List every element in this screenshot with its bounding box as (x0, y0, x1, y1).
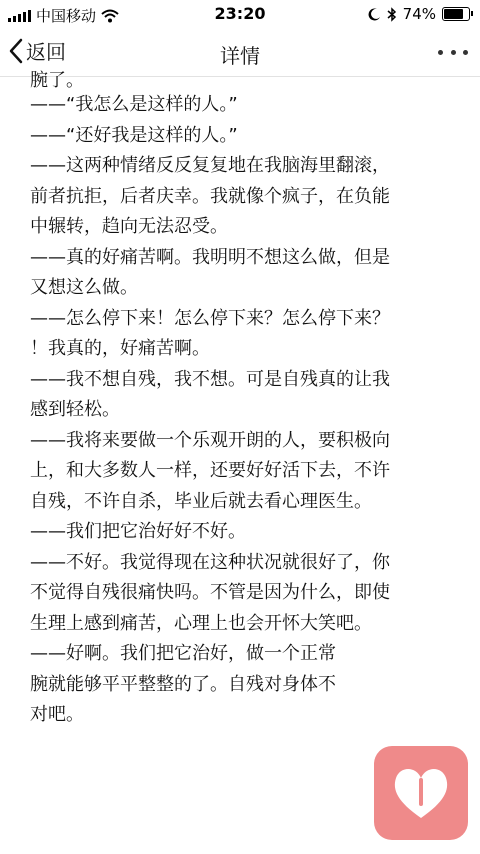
article-line: 不觉得自残很痛快吗。不管是因为什么，即使 (30, 582, 390, 603)
bluetooth-icon (387, 7, 397, 22)
moon-icon (368, 8, 381, 21)
article-line: 又想这么做。 (30, 277, 138, 298)
article-line: ！我真的，好痛苦啊。 (30, 338, 210, 359)
article-line: ——“我怎么是这样的人。” (30, 94, 238, 115)
more-dot-icon (463, 50, 468, 55)
article-line: 上，和大多数人一样，还要好好活下去，不许 (30, 460, 390, 481)
article-line: 中辗转，趋向无法忍受。 (30, 216, 228, 237)
article-line: ——不好。我觉得现在这种状况就很好了，你 (30, 551, 390, 573)
article-body (30, 66, 470, 731)
article-line: ——我们把它治好好不好。 (30, 521, 246, 542)
article-line: ——这两种情绪反反复复地在我脑海里翻滚， (30, 155, 390, 176)
article-line: ——我将来要做一个乐观开朗的人，要积极向 (30, 429, 390, 451)
article-line: 生理上感到痛苦，心理上也会开怀大笑吧。 (30, 612, 372, 634)
back-label: 返回 (26, 40, 66, 64)
article-line: 腕就能够平平整整的了。自残对身体不 (30, 673, 336, 695)
article-line: 对吧。 (30, 704, 84, 725)
article-line: 腕了。 (30, 70, 84, 90)
article-line: 感到轻松。 (30, 399, 120, 420)
article-line: 前者抗拒，后者庆幸。我就像个疯子，在负能 (30, 185, 390, 207)
battery-icon (442, 7, 470, 21)
article-line: ——“还好我是这样的人。” (30, 124, 238, 146)
carrier-name: 中国移动 (36, 7, 97, 25)
more-dot-icon (451, 50, 456, 55)
status-right (368, 5, 470, 23)
clock: 23:20 (214, 4, 266, 23)
article-line: ——真的好痛苦啊。我明明不想这么做，但是 (30, 246, 390, 268)
page-title: 详情 (220, 44, 260, 68)
more-options-button[interactable] (438, 40, 468, 64)
article-line: ——好啊。我们把它治好，做一个正常 (30, 643, 336, 664)
heart-icon (388, 760, 454, 826)
article-line: ——我不想自残，我不想。可是自残真的让我 (30, 368, 390, 390)
more-dot-icon (438, 50, 443, 55)
status-bar (0, 0, 480, 30)
article-line: 自残，不许自杀，毕业后就去看心理医生。 (30, 490, 372, 512)
battery-percent: 74% (402, 5, 436, 23)
article-line: ——怎么停下来！怎么停下来？怎么停下来？ (30, 307, 390, 329)
floating-heart-button[interactable] (374, 746, 468, 840)
